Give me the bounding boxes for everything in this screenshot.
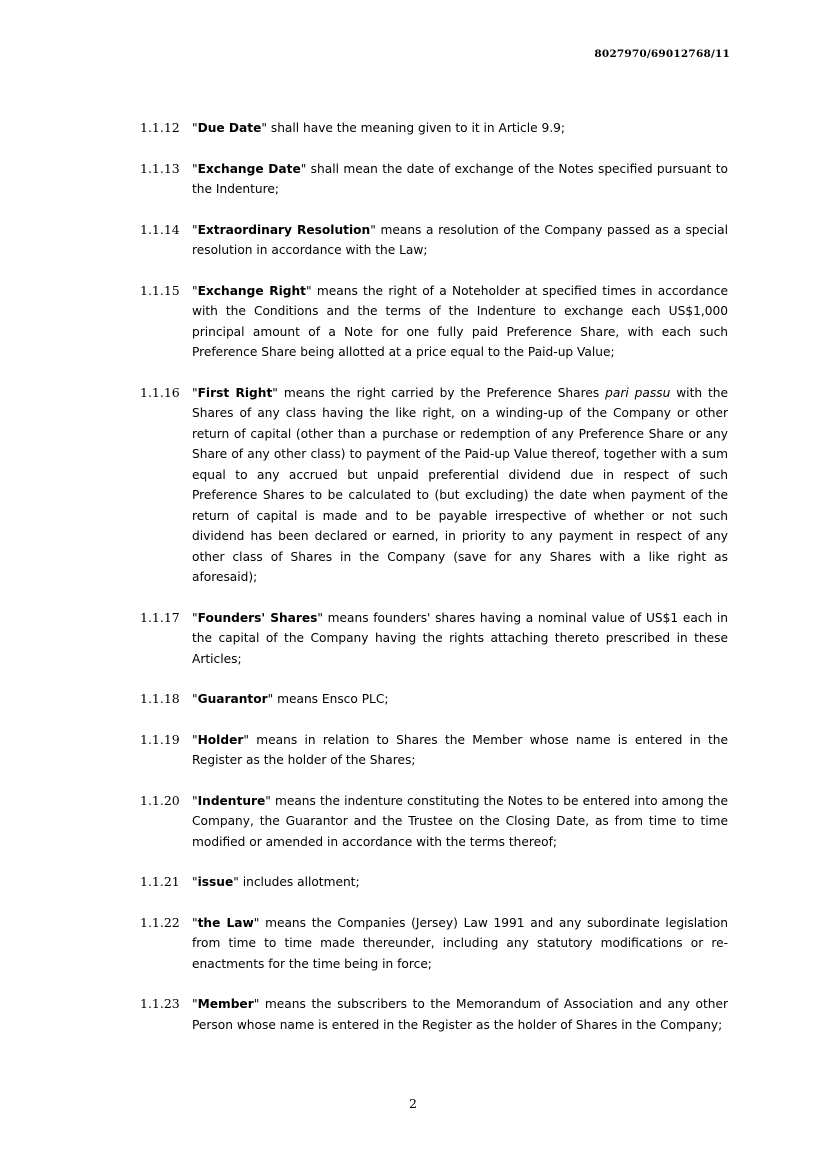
clause-item <box>140 994 728 1035</box>
clause-number: 1.1.22 <box>140 914 180 930</box>
clause-body: " shall have the meaning given to it in Article 9.9; <box>261 121 565 135</box>
clause-number: 1.1.19 <box>140 731 180 747</box>
clause-text: "the Law" means the Companies (Jersey) Law 1991 and any subordinate legislation from time to time made thereunder, including any statutory modifications or re-enactments for the time being in force; <box>192 915 728 971</box>
clause-text: "Exchange Date" shall mean the date of exchange of the Notes specified pursuant to the Indenture; <box>192 161 728 196</box>
clause-text: "Extraordinary Resolution" means a resolution of the Company passed as a special resolution in accordance with the Law; <box>192 222 728 257</box>
clause-text: "First Right" means the right carried by the Preference Shares pari passu with the Shares of any class having the like right, on a winding-up of the Company or other return of capital (other than a purchase or redemption of any Preference Share or any Share of any other class) to payment of the Paid-up Value thereof, together with a sum equal to any accrued but unpaid preferential dividend due in respect of such Preference Shares to be calculated to (but excluding) the date when payment of the return of capital is made and to be payable irrespective of whether or not such dividend has been declared or earned, in priority to any payment in respect of any other class of Shares in the Company (save for any Shares with a like right as aforesaid); <box>192 385 728 584</box>
defined-term: Founders' Shares <box>197 610 318 625</box>
clause-item <box>140 689 728 710</box>
clause-text: "Member" means the subscribers to the Memorandum of Association and any other Person whose name is entered in the Register as the holder of Shares in the Company; <box>192 997 728 1032</box>
defined-term: Holder <box>197 732 244 747</box>
clause-text: "Guarantor" means Ensco PLC; <box>192 692 389 706</box>
clause-number: 1.1.20 <box>140 792 180 808</box>
defined-term: Due Date <box>197 121 262 135</box>
clause-number: 1.1.23 <box>140 996 180 1011</box>
clause-body: " means Ensco PLC; <box>267 692 389 706</box>
clause-number: 1.1.14 <box>140 221 180 237</box>
clause-item <box>140 281 728 363</box>
clause-item <box>140 383 728 588</box>
clause-body: " means the right of a Noteholder at specified times in accordance with the Conditions and the terms of the Indenture to exchange each US$1,000 principal amount of a Note for one fully paid Preference Share, with each such Preference Share being allotted at a price equal to the Paid-up Value; <box>192 283 728 359</box>
clause-number: 1.1.18 <box>140 691 180 706</box>
defined-term: the Law <box>197 915 254 930</box>
clause-body: " means the Companies (Jersey) Law 1991 and any subordinate legislation from time to time made thereunder, including any statutory modifications or re-enactments for the time being in force; <box>192 915 728 971</box>
defined-term: Extraordinary Resolution <box>197 222 371 237</box>
clause-item <box>140 159 728 200</box>
clause-body-continued: with the Shares of any class having the like right, on a winding-up of the Company or other return of capital (other than a purchase or redemption of any Preference Share or any Share of any other class) to payment of the Paid-up Value thereof, together with a sum equal to any accrued but unpaid preferential dividend due in respect of such Preference Shares to be calculated to (but excluding) the date when payment of the return of capital is made and to be payable irrespective of whether or not such dividend has been declared or earned, in priority to any payment in respect of any other class of Shares in the Company (save for any Shares with a like right as aforesaid); <box>192 385 728 584</box>
clause-item <box>140 791 728 853</box>
clause-item <box>140 118 728 139</box>
clause-item <box>140 913 728 975</box>
clause-text: "Indenture" means the indenture constituting the Notes to be entered into among the Company, the Guarantor and the Trustee on the Closing Date, as from time to time modified or amended in accordance with the terms thereof; <box>192 793 728 849</box>
clause-body: " means the right carried by the Preference Shares <box>272 385 606 400</box>
defined-term: Exchange Date <box>197 161 301 176</box>
clause-text: "Exchange Right" means the right of a Noteholder at specified times in accordance with the Conditions and the terms of the Indenture to exchange each US$1,000 principal amount of a Note for one fully paid Preference Share, with each such Preference Share being allotted at a price equal to the Paid-up Value; <box>192 283 728 359</box>
clause-list <box>140 118 728 1055</box>
defined-term: Guarantor <box>197 692 268 706</box>
clause-text: "Holder" means in relation to Shares the Member whose name is entered in the Register as the holder of the Shares; <box>192 732 728 767</box>
clause-item <box>140 872 728 893</box>
defined-term: issue <box>197 875 234 889</box>
clause-body: " includes allotment; <box>233 875 360 889</box>
clause-item <box>140 220 728 261</box>
clause-text: "Due Date" shall have the meaning given to it in Article 9.9; <box>192 121 565 135</box>
defined-term: Member <box>197 997 254 1011</box>
clause-number: 1.1.15 <box>140 282 180 298</box>
clause-body: " means the subscribers to the Memorandum of Association and any other Person whose name is entered in the Register as the holder of Shares in the Company; <box>192 997 728 1032</box>
clause-body: " means the indenture constituting the Notes to be entered into among the Company, the Guarantor and the Trustee on the Closing Date, as from time to time modified or amended in accordance with the terms thereof; <box>192 793 728 849</box>
clause-item <box>140 608 728 670</box>
clause-body: " means in relation to Shares the Member whose name is entered in the Register as the holder of the Shares; <box>192 732 728 767</box>
defined-term: First Right <box>197 385 273 400</box>
clause-body: " means a resolution of the Company passed as a special resolution in accordance with the Law; <box>192 222 728 257</box>
document-reference: 8027970/69012768/11 <box>594 48 730 60</box>
latin-phrase: pari passu <box>605 385 671 400</box>
clause-body: " means founders' shares having a nominal value of US$1 each in the capital of the Company having the rights attaching thereto prescribed in these Articles; <box>192 610 728 666</box>
defined-term: Exchange Right <box>197 283 307 298</box>
clause-item <box>140 730 728 771</box>
clause-number: 1.1.21 <box>140 874 180 889</box>
clause-number: 1.1.16 <box>140 384 180 400</box>
clause-number: 1.1.13 <box>140 160 180 176</box>
clause-number: 1.1.12 <box>140 120 180 135</box>
clause-text: "Founders' Shares" means founders' shares having a nominal value of US$1 each in the capital of the Company having the rights attaching thereto prescribed in these Articles; <box>192 610 728 666</box>
defined-term: Indenture <box>197 793 266 808</box>
clause-body: " shall mean the date of exchange of the Notes specified pursuant to the Indenture; <box>192 161 728 196</box>
clause-text: "issue" includes allotment; <box>192 875 360 889</box>
page-number: 2 <box>409 1096 417 1111</box>
clause-number: 1.1.17 <box>140 609 180 625</box>
